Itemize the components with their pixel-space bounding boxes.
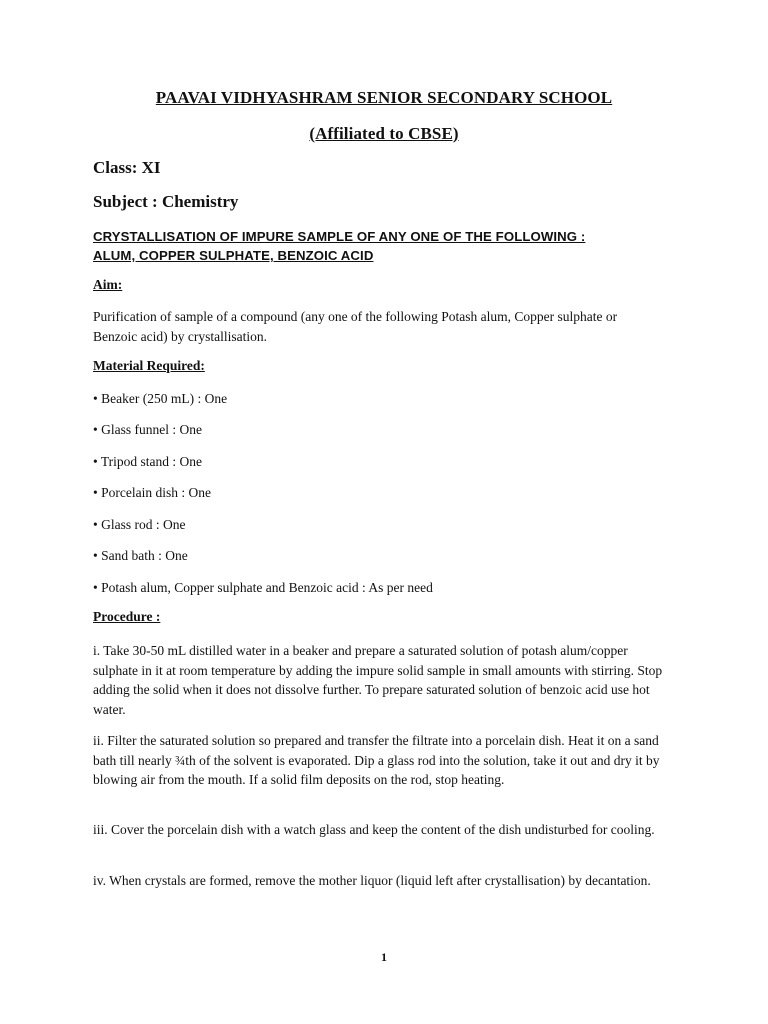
aim-text: Purification of sample of a compound (any one of the following Potash alum, Copper sulphate or Benzoic acid) by crystallisation. <box>93 309 618 344</box>
procedure-step-4: iv. When crystals are formed, remove the mother liquor (liquid left after crystallisation) by decantation. <box>93 873 651 888</box>
procedure-step-2: ii. Filter the saturated solution so prepared and transfer the filtrate into a porcelain dish. Heat it on a sand bath till nearly ¾th of the solvent is evaporated. Dip a glass rod into the solution, take it out and dry it by blowing air from the mouth. If a solid film deposits on the rod, stop heating. <box>93 733 660 787</box>
class-line: Class: XI <box>93 158 161 177</box>
material-item: • Potash alum, Copper sulphate and Benzoic acid : As per need <box>93 580 433 595</box>
material-item: • Sand bath : One <box>93 548 188 563</box>
procedure-step-1: i. Take 30-50 mL distilled water in a beaker and prepare a saturated solution of potash alum/copper sulphate in it at room temperature by adding the impure solid sample in small amounts with stirring. Stop adding the solid when it does not dissolve further. To prepare saturated solution of benzoic acid use hot water. <box>93 643 663 717</box>
material-item: • Beaker (250 mL) : One <box>93 391 228 406</box>
materials-label: Material Required: <box>93 358 205 373</box>
experiment-title-line-2: ALUM, COPPER SULPHATE, BENZOIC ACID <box>93 248 374 263</box>
subject-line: Subject : Chemistry <box>93 192 239 211</box>
material-item: • Porcelain dish : One <box>93 485 211 500</box>
material-item: • Glass funnel : One <box>93 422 202 437</box>
experiment-title-line-1: CRYSTALLISATION OF IMPURE SAMPLE OF ANY ONE OF THE FOLLOWING : <box>93 229 586 244</box>
page-number: 1 <box>381 950 387 964</box>
material-item: • Glass rod : One <box>93 517 186 532</box>
affiliation: (Affiliated to CBSE) <box>309 124 459 143</box>
material-item: • Tripod stand : One <box>93 454 202 469</box>
school-name: PAAVAI VIDHYASHRAM SENIOR SECONDARY SCHOOL <box>155 88 613 107</box>
aim-label: Aim: <box>93 277 123 292</box>
procedure-step-3: iii. Cover the porcelain dish with a watch glass and keep the content of the dish undisturbed for cooling. <box>93 822 655 837</box>
procedure-label: Procedure : <box>93 609 161 624</box>
